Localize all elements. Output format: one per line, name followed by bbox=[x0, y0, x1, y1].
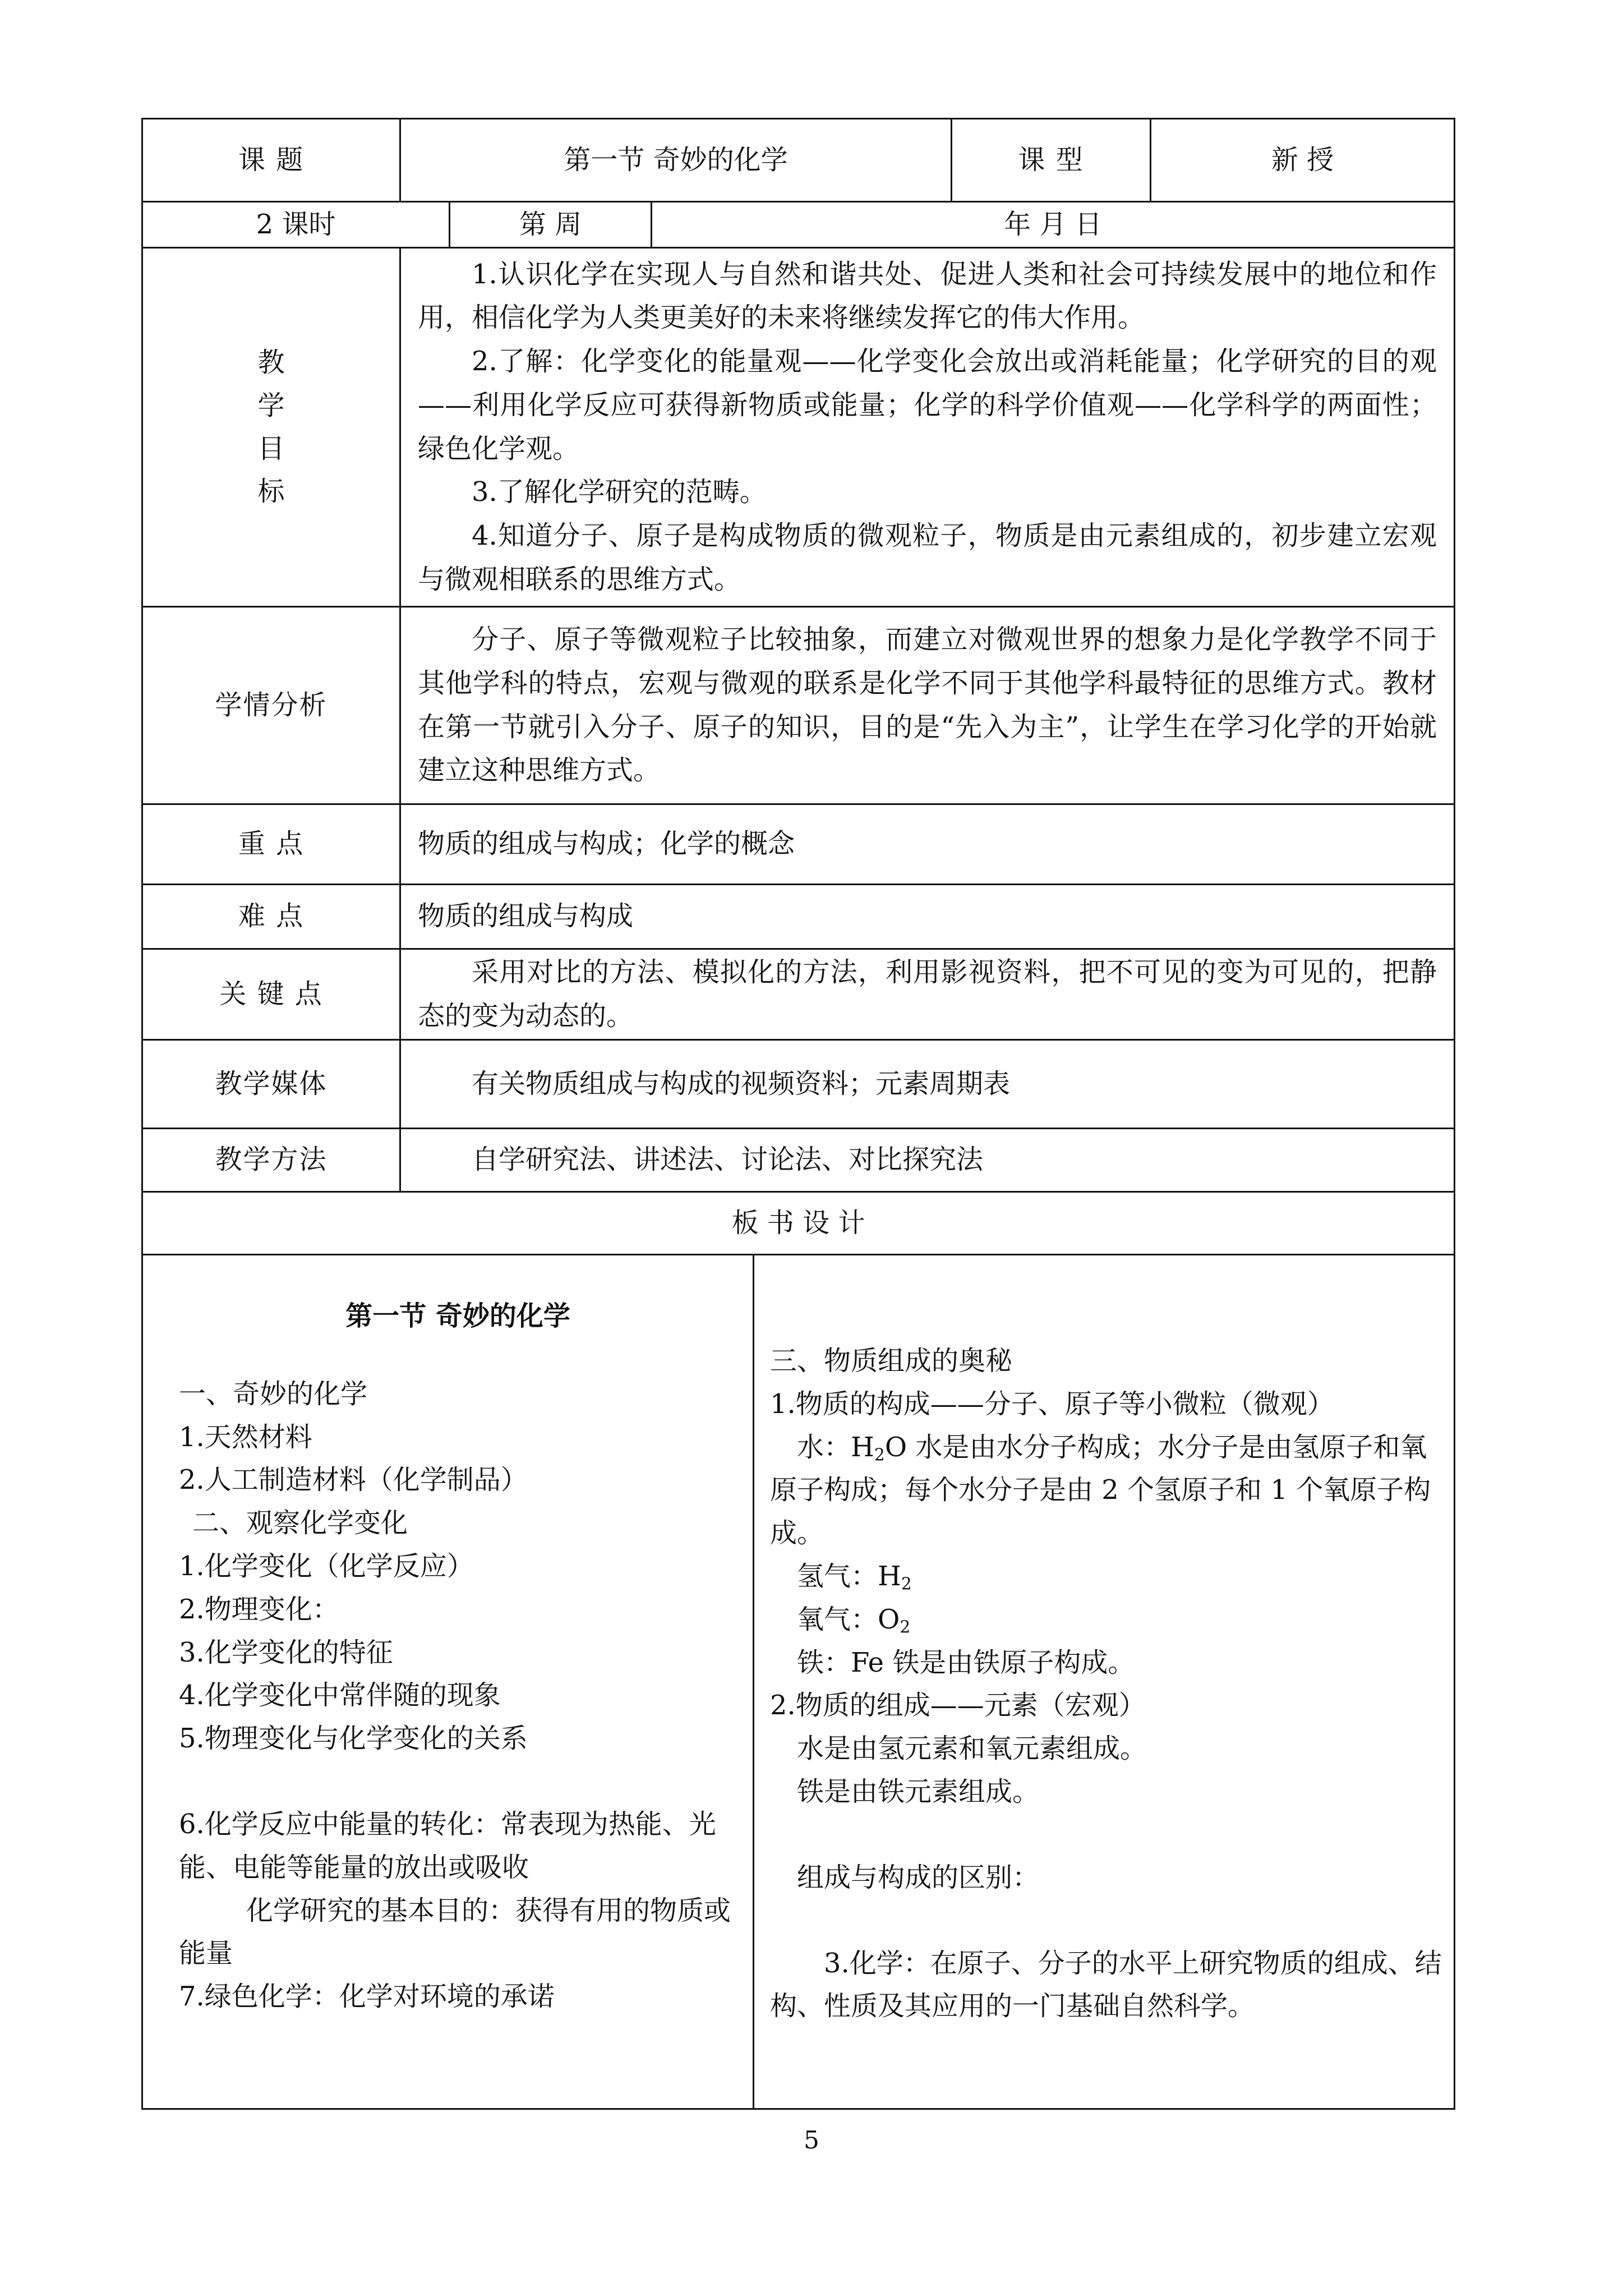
objectives-content bbox=[400, 248, 1455, 607]
board-line: 3.化学：在原子、分子的水平上研究物质的组成、结构、性质及其应用的一门基础自然科学。 bbox=[770, 1947, 1442, 2022]
date-field: 年 月 日 bbox=[652, 202, 1455, 248]
board-line: 3.化学变化的特征 bbox=[179, 1636, 393, 1668]
objectives-label: 教 学 目 标 bbox=[142, 248, 400, 607]
board-line: 二、观察化学变化 bbox=[192, 1507, 408, 1539]
board-line: 1.物质的构成——分子、原子等小微粒（微观） bbox=[770, 1388, 1334, 1420]
analysis-text: 分子、原子等微观粒子比较抽象，而建立对微观世界的想象力是化学教学不同于其他学科的特点，宏观与微观的联系是化学不同于其他学科最特征的思维方式。教材在第一节就引入分子、原子的知识，目的是“先入为主”，让学生在学习化学的开始就建立这种思维方式。 bbox=[418, 624, 1437, 786]
key-point-row bbox=[142, 804, 1455, 885]
oxygen-line: 氧气：$O_2$ bbox=[797, 1603, 911, 1637]
board-line: 2.物理变化： bbox=[179, 1593, 339, 1625]
key-point-label: 重 点 bbox=[142, 804, 400, 885]
methods-label: 教学方法 bbox=[142, 1129, 400, 1192]
objectives-row bbox=[142, 248, 1455, 607]
key-point-text: 物质的组成与构成；化学的概念 bbox=[400, 804, 1455, 885]
objective-item: 4.知道分子、原子是构成物质的微观粒子，物质是由元素组成的，初步建立宏观与微观相联系的思维方式。 bbox=[418, 520, 1437, 595]
week-field: 第 周 bbox=[450, 202, 652, 248]
lesson-type-label: 课 型 bbox=[952, 119, 1151, 202]
board-line: 2.人工制造材料（化学制品） bbox=[179, 1464, 528, 1496]
schedule-row bbox=[142, 202, 1455, 248]
methods-row bbox=[142, 1129, 1455, 1192]
board-line: 化学研究的基本目的：获得有用的物质或能量 bbox=[179, 1894, 731, 1970]
water-line: 水：$H_2O$ 水是由水分子构成；水分子是由氢原子和氧原子构成；每个水分子是由 2 个氢原子和 1 个氧原子构成。 bbox=[770, 1431, 1431, 1549]
board-line: 4.化学变化中常伴随的现象 bbox=[179, 1680, 501, 1711]
board-line: 1.天然材料 bbox=[179, 1421, 312, 1453]
board-line: 2.物质的组成——元素（宏观） bbox=[770, 1690, 1146, 1722]
board-left-column bbox=[143, 1255, 754, 2108]
objective-item: 3.了解化学研究的范畴。 bbox=[472, 476, 767, 508]
board-title: 第一节 奇妙的化学 bbox=[345, 1300, 570, 1332]
board-heading: 板 书 设 计 bbox=[142, 1192, 1455, 1255]
media-row bbox=[142, 1040, 1455, 1129]
lesson-plan-table bbox=[141, 118, 1455, 2110]
topic-label: 课 题 bbox=[142, 119, 400, 202]
topic-row bbox=[142, 119, 1455, 202]
board-row bbox=[142, 1255, 1455, 2109]
difficulty-row bbox=[142, 885, 1455, 949]
lesson-type-value: 新 授 bbox=[1151, 119, 1455, 202]
analysis-row bbox=[142, 607, 1455, 804]
difficulty-text: 物质的组成与构成 bbox=[400, 885, 1455, 949]
crux-label: 关 键 点 bbox=[142, 949, 400, 1040]
board-line: 6.化学反应中能量的转化：常表现为热能、光能、电能等能量的放出或吸收 bbox=[179, 1808, 716, 1883]
objective-item: 2.了解：化学变化的能量观——化学变化会放出或消耗能量；化学研究的目的观——利用化学反应可获得新物质或能量；化学的科学价值观——化学科学的两面性；绿色化学观。 bbox=[418, 346, 1437, 464]
page-number: 5 bbox=[804, 2126, 819, 2155]
board-line: 组成与构成的区别： bbox=[797, 1861, 1040, 1893]
board-line: 水是由氢元素和氧元素组成。 bbox=[797, 1733, 1147, 1765]
crux-row bbox=[142, 949, 1455, 1040]
objective-item: 1.认识化学在实现人与自然和谐共处、促进人类和社会可持续发展中的地位和作用，相信化学为人类更美好的未来将继续发挥它的伟大作用。 bbox=[418, 258, 1437, 334]
board-design bbox=[143, 1255, 1454, 2108]
board-line: 一、奇妙的化学 bbox=[179, 1378, 368, 1410]
board-heading-row bbox=[142, 1192, 1455, 1255]
board-line: 三、物质组成的奥秘 bbox=[770, 1345, 1013, 1377]
board-right-column bbox=[754, 1255, 1454, 2108]
board-line: 5.物理变化与化学变化的关系 bbox=[179, 1723, 528, 1755]
board-line: 铁是由铁元素组成。 bbox=[797, 1775, 1040, 1807]
media-label: 教学媒体 bbox=[142, 1040, 400, 1129]
methods-text: 自学研究法、讲述法、讨论法、对比探究法 bbox=[472, 1144, 984, 1176]
class-hours: 2 课时 bbox=[142, 202, 450, 248]
board-line: 7.绿色化学：化学对环境的承诺 bbox=[179, 1981, 555, 2013]
analysis-label: 学情分析 bbox=[142, 607, 400, 804]
difficulty-label: 难 点 bbox=[142, 885, 400, 949]
topic-value: 第一节 奇妙的化学 bbox=[400, 119, 952, 202]
crux-text: 采用对比的方法、模拟化的方法，利用影视资料，把不可见的变为可见的，把静态的变为动态的。 bbox=[418, 956, 1437, 1032]
iron-line: 铁：Fe 铁是由铁原子构成。 bbox=[797, 1646, 1135, 1678]
hydrogen-line: 氢气：$H_2$ bbox=[797, 1560, 912, 1594]
media-text: 有关物质组成与构成的视频资料；元素周期表 bbox=[472, 1068, 1011, 1099]
board-line: 1.化学变化（化学反应） bbox=[179, 1550, 474, 1582]
